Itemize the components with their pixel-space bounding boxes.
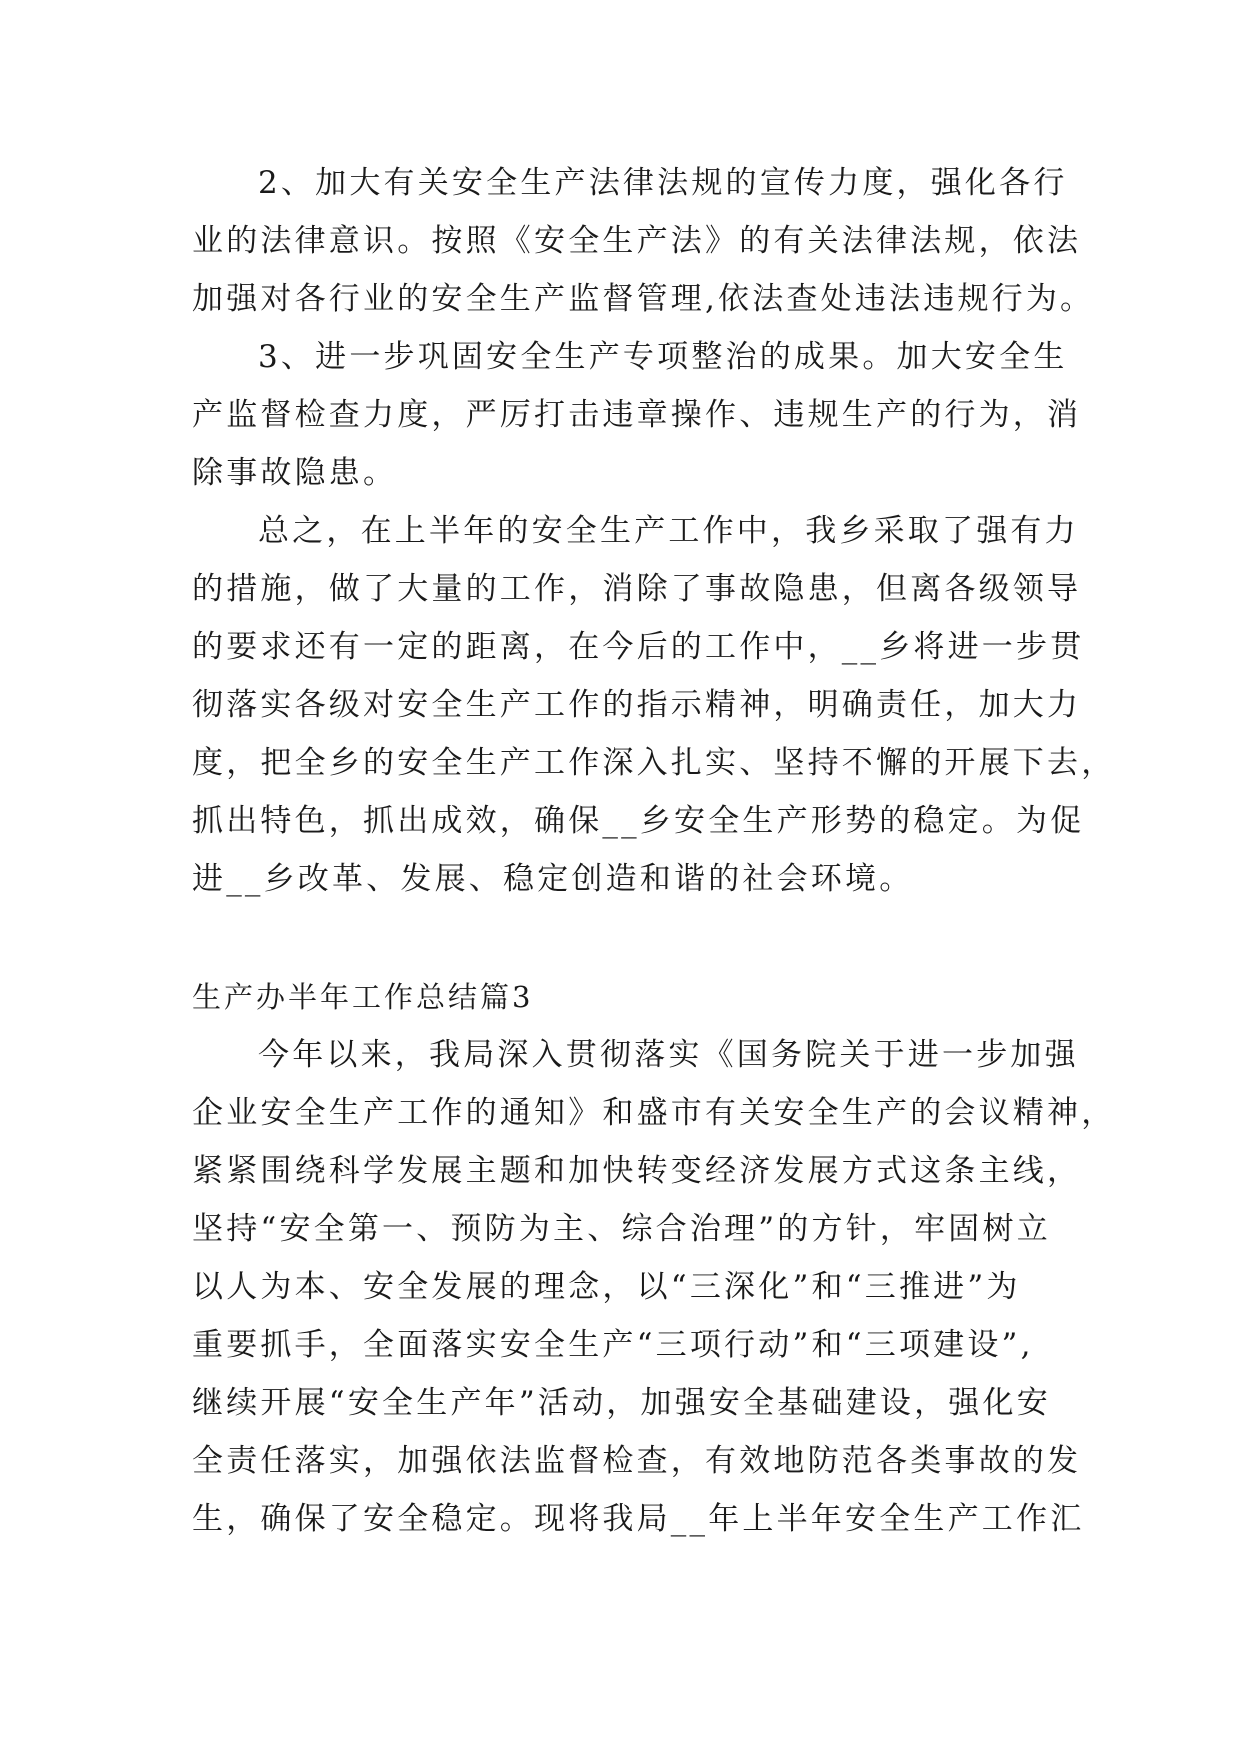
paragraph-item-2 [192, 154, 1095, 328]
text-line: 重要抓手，全面落实安全生产“三项行动”和“三项建设”, [192, 1327, 1034, 1363]
text-line: 除事故隐患。 [192, 455, 398, 491]
paragraph-item-3 [192, 328, 1082, 502]
text-line: 的措施，做了大量的工作，消除了事故隐患，但离各级领导 [192, 571, 1082, 607]
text-line: 全责任落实，加强依法监督检查，有效地防范各类事故的发 [192, 1443, 1082, 1479]
text-line: 抓出特色，抓出成效，确保__乡安全生产形势的稳定。为促 [192, 803, 1085, 839]
section-paragraph [192, 1026, 1116, 1548]
text-line: 今年以来，我局深入贯彻落实《国务院关于进一步加强 [258, 1037, 1079, 1073]
text-line: 企业安全生产工作的通知》和盛市有关安全生产的会议精神， [192, 1095, 1116, 1131]
section-heading: 生产办半年工作总结篇3 [192, 980, 534, 1014]
text-line: 2、加大有关安全生产法律法规的宣传力度，强化各行 [258, 165, 1068, 201]
text-line: 3、进一步巩固安全生产专项整治的成果。加大安全生 [258, 339, 1068, 375]
text-line: 业的法律意识。按照《安全生产法》的有关法律法规，依法 [192, 223, 1082, 259]
text-line: 紧紧围绕科学发展主题和加快转变经济发展方式这条主线， [192, 1153, 1082, 1189]
text-line: 总之，在上半年的安全生产工作中，我乡采取了强有力 [258, 513, 1079, 549]
text-line: 以人为本、安全发展的理念，以“三深化”和“三推进”为 [192, 1269, 1021, 1305]
text-line: 继续开展“安全生产年”活动，加强安全基础建设，强化安 [192, 1385, 1051, 1421]
text-line: 彻落实各级对安全生产工作的指示精神，明确责任，加大力 [192, 687, 1082, 723]
text-line: 坚持“安全第一、预防为主、综合治理”的方针，牢固树立 [192, 1211, 1051, 1247]
text-line: 产监督检查力度，严厉打击违章操作、违规生产的行为，消 [192, 397, 1082, 433]
text-line: 度，把全乡的安全生产工作深入扎实、坚持不懈的开展下去， [192, 745, 1116, 781]
text-line: 进__乡改革、发展、稳定创造和谐的社会环境。 [192, 861, 914, 897]
paragraph-summary [192, 502, 1116, 908]
text-line: 加强对各行业的安全生产监督管理,依法查处违法违规行为。 [192, 281, 1095, 317]
text-line: 生，确保了安全稳定。现将我局__年上半年安全生产工作汇 [192, 1501, 1085, 1537]
text-line: 的要求还有一定的距离，在今后的工作中，__乡将进一步贯 [192, 629, 1085, 665]
